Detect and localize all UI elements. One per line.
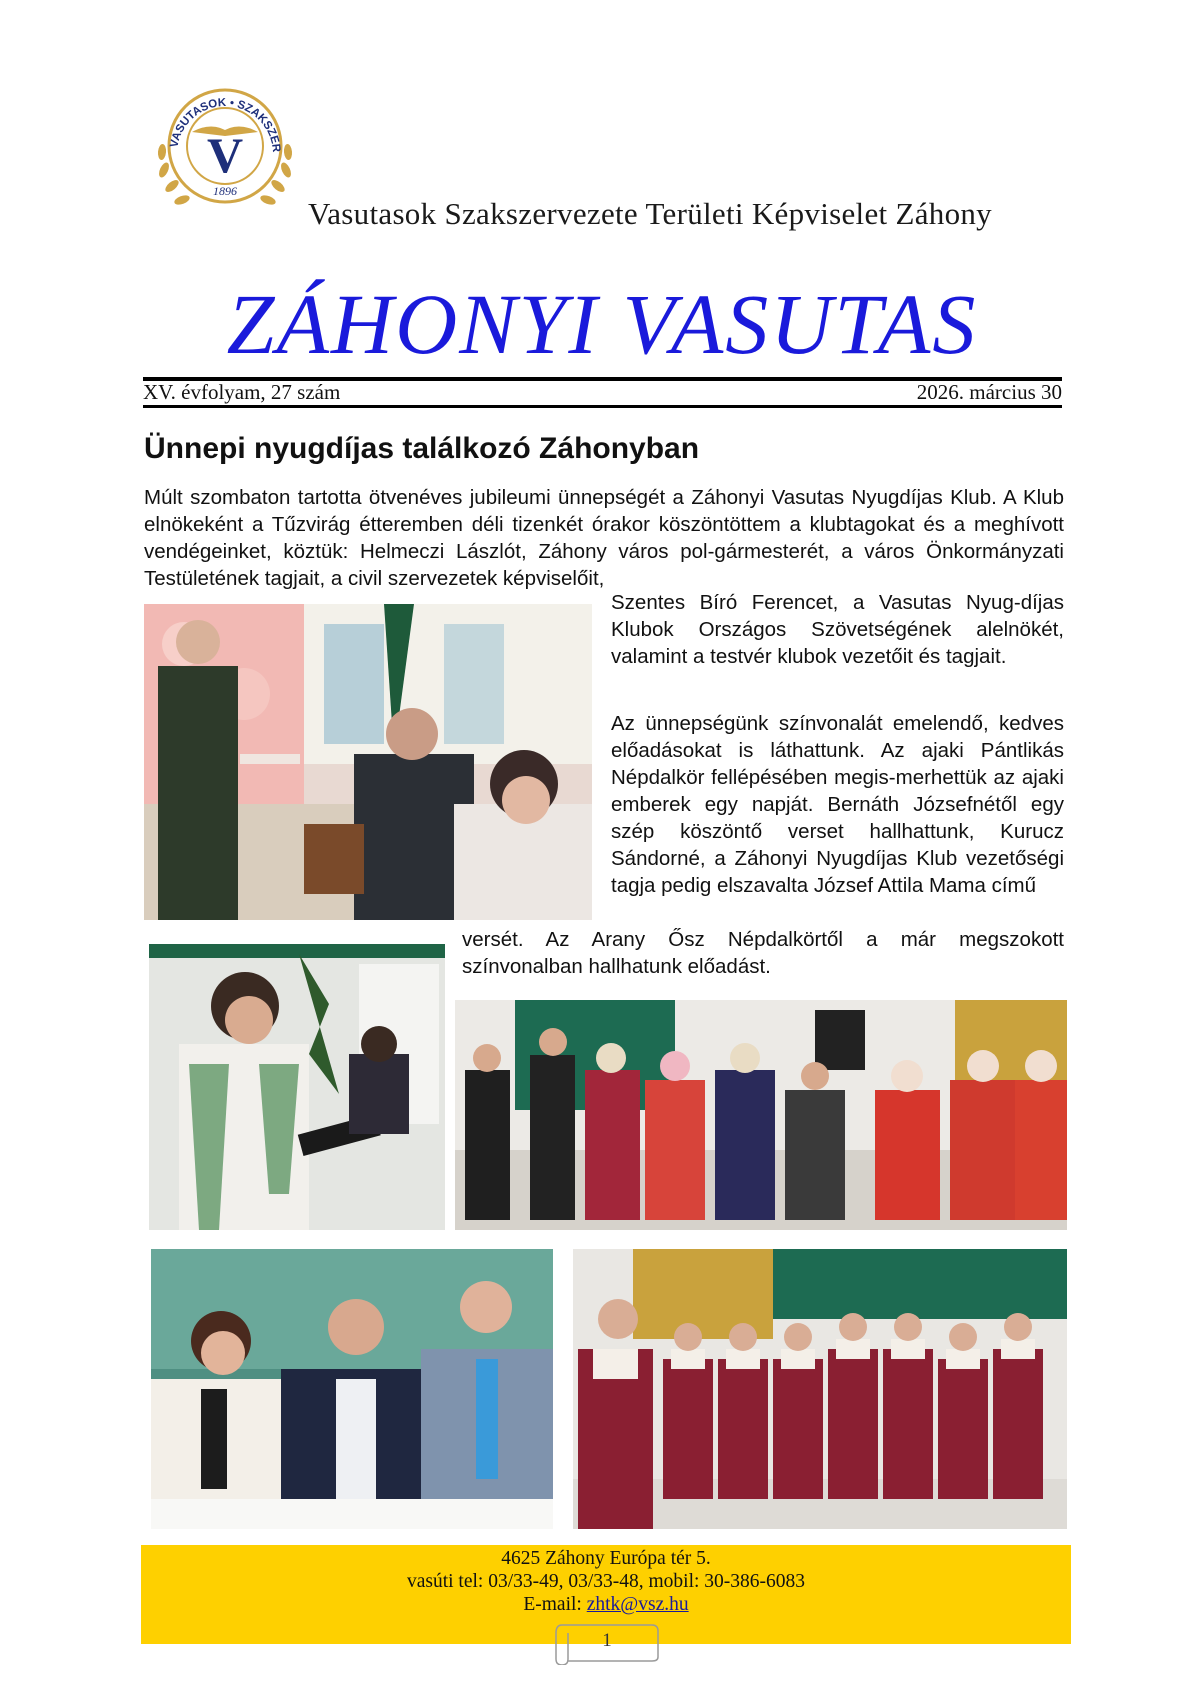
newsletter-title: ZÁHONYI VASUTAS	[226, 276, 978, 372]
article-paragraph: Szentes Bíró Ferencet, a Vasutas Nyug-díjas Klubok Országos Szövetségének alelnökét, valamint a testvér klubok vezetőit és tagjait.	[611, 591, 1064, 668]
photo-folk-group	[455, 1000, 1067, 1230]
svg-text:1896: 1896	[213, 184, 237, 198]
issue-number: XV. évfolyam, 27 szám	[143, 380, 341, 404]
page-number: 1	[602, 1630, 612, 1651]
footer-address: 4625 Záhony Európa tér 5.	[501, 1548, 711, 1569]
header-rule-bottom	[143, 405, 1062, 408]
photo-speaker	[144, 604, 592, 920]
article-headline: Ünnepi nyugdíjas találkozó Záhonyban	[144, 432, 700, 465]
footer-phones: vasúti tel: 03/33-49, 03/33-48, mobil: 30-386-6083	[406, 1571, 806, 1592]
svg-text:VASUTASOK • SZAKSZERVEZETE: VASUTASOK • SZAKSZER	[168, 96, 283, 153]
article-paragraph: versét. Az Arany Ősz Népdalkörtől a már megszokott színvonalban hallhatunk előadást.	[462, 928, 1064, 978]
footer-email-link[interactable]: zhtk@vsz.hu	[586, 1594, 689, 1615]
footer-email-line	[141, 1593, 1071, 1616]
article-paragraph: Az ünnepségünk színvonalát emelendő, kedves előadásokat is láthattunk. Az ajaki Pántlikás Népdalkör fellépésében megis-merhettük az ajaki emberek egy napját. Bernáth Józsefnétől egy szép köszöntő verset hallhattunk, Kurucz Sándorné, a Záhonyi Nyugdíjas Klub vezetőségi tagja pedig elszavalta József Attila Mama című	[611, 712, 1064, 897]
union-emblem-icon	[150, 74, 300, 224]
issue-date: 2026. március 30	[916, 380, 1062, 404]
footer-email-label: E-mail:	[523, 1594, 587, 1615]
organization-name: Vasutasok Szakszervezete Területi Képviselet Záhony	[308, 196, 992, 231]
photo-reciting-woman	[149, 944, 445, 1230]
photo-choir	[573, 1249, 1067, 1529]
svg-text:V: V	[206, 127, 244, 183]
article-paragraph: Múlt szombaton tartotta ötvenéves jubileumi ünnepségét a Záhonyi Vasutas Nyugdíjas Klub. A Klub elnökeként a Tűzvirág étteremben déli tizenkét órakor köszöntöttem a klubtagokat és a meghívott vendégeinket, köztük: Helmeczi Lászlót, Záhony város pol-gármesterét, a város Önkormányzati Testületének tagjait, a civil szervezetek képviselőit,	[144, 486, 1064, 590]
photo-seated-guests	[151, 1249, 553, 1529]
union-logo	[150, 74, 300, 224]
